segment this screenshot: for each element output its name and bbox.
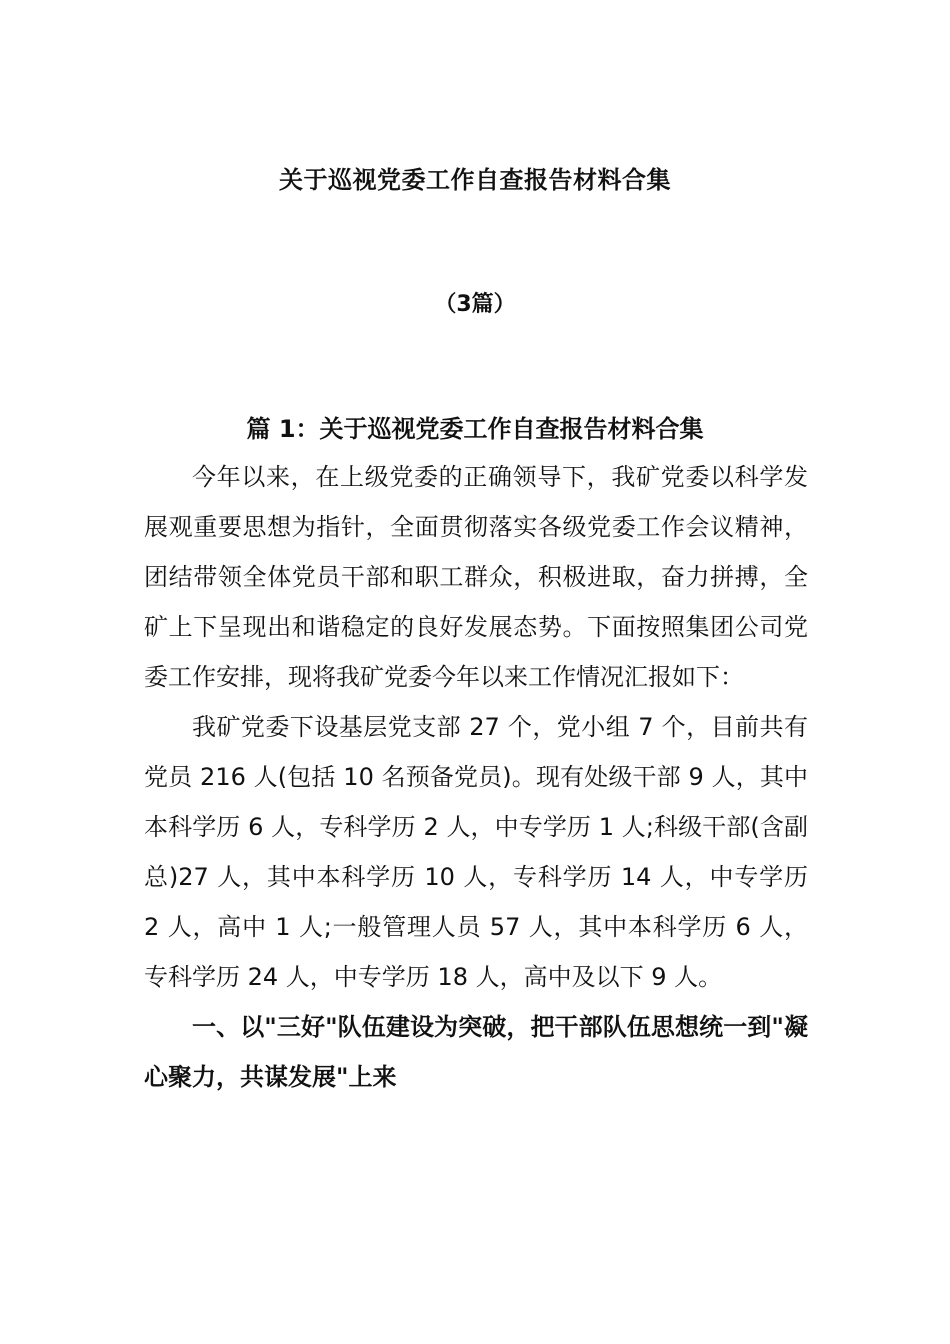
paragraph-intro: 今年以来，在上级党委的正确领导下，我矿党委以科学发展观重要思想为指针，全面贯彻落实各级党委工作会议精神，团结带领全体党员干部和职工群众，积极进取，奋力拼搏，全矿上下呈现出和谐稳定的良好发展态势。下面按照集团公司党委工作安排，现将我矿党委今年以来工作情况汇报如下： xyxy=(144,463,808,691)
section-heading: 一、以"三好"队伍建设为突破，把干部队伍思想统一到"凝心聚力，共谋发展"上来 xyxy=(144,1013,808,1091)
document-title: 关于巡视党委工作自查报告材料合集 xyxy=(279,166,671,194)
body-text xyxy=(144,452,808,1102)
document-subtitle: （3篇） xyxy=(434,292,516,317)
part-heading: 篇 1：关于巡视党委工作自查报告材料合集 xyxy=(246,415,704,443)
paragraph-statistics: 我矿党委下设基层党支部 27 个，党小组 7 个，目前共有党员 216 人(包括 10 名预备党员)。现有处级干部 9 人，其中本科学历 6 人，专科学历 2 人，中专学历 1 人;科级干部(含副总)27 人，其中本科学历 10 人，专科学历 14 人，中专学历 2 人，高中 1 人;一般管理人员 57 人，其中本科学历 6 人，专科学历 24 人，中专学历 18 人，高中及以下 9 人。 xyxy=(144,713,808,991)
